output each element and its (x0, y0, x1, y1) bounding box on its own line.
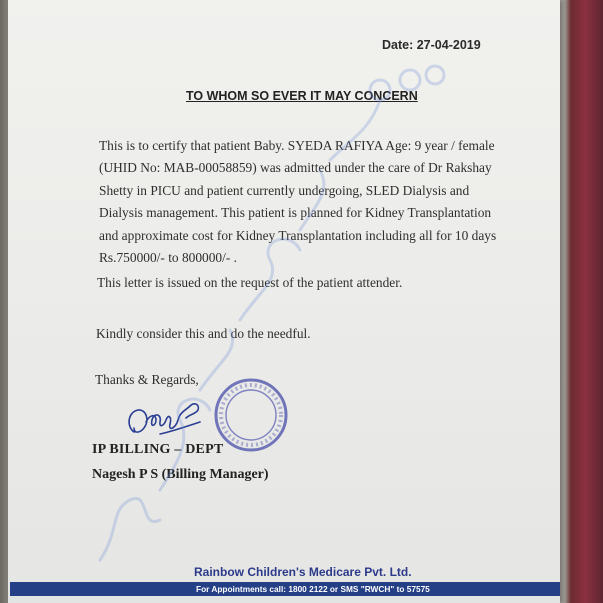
body-line: (UHID No: MAB-00058859) was admitted under the care of Dr Rakshay (99, 160, 492, 176)
body-line: This is to certify that patient Baby. SYEDA RAFIYA Age: 9 year / female (99, 138, 495, 153)
body-line: Shetty in PICU and patient currently undergoing, SLED Dialysis and (99, 182, 470, 198)
footer-strip (10, 596, 560, 603)
company-name: Rainbow Children's Medicare Pvt. Ltd. (194, 565, 412, 579)
letter-body (99, 135, 499, 269)
letter-date: Date: 27-04-2019 (382, 38, 481, 52)
closing-request: Kindly consider this and do the needful. (96, 326, 311, 341)
appointment-line: For Appointments call: 1800 2122 or SMS "RWCH" to 57575 (196, 584, 430, 594)
regards-line: Thanks & Regards, (95, 372, 199, 387)
signature-icon (120, 392, 220, 444)
letter-heading: TO WHOM SO EVER IT MAY CONCERN (186, 89, 418, 103)
desk-edge-right (557, 0, 603, 603)
body-line: Dialysis management. This patient is planned for Kidney Transplantation (99, 205, 492, 221)
request-note: This letter is issued on the request of the patient attender. (97, 275, 403, 290)
body-line: Rs.750000/- to 800000/- . (99, 249, 237, 265)
body-line: and approximate cost for Kidney Transplantation including all for 10 days (99, 227, 497, 243)
department-label: IP BILLING – DEPT (92, 442, 224, 457)
signatory-name: Nagesh P S (Billing Manager) (92, 467, 269, 482)
